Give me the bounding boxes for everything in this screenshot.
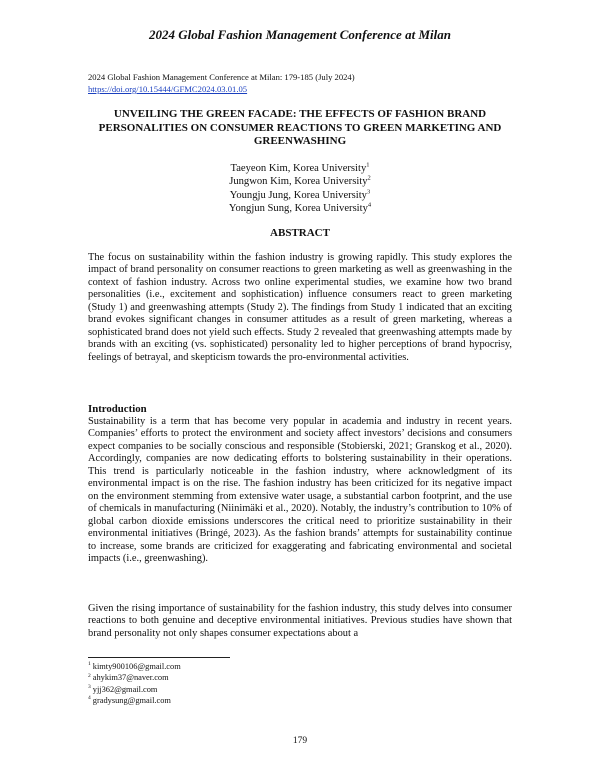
footnote-item: [88, 672, 181, 683]
author-name: Jungwon Kim, Korea University: [229, 176, 368, 188]
author-footnote-marker: 1: [366, 161, 370, 169]
paper-title: UNVEILING THE GREEN FACADE: THE EFFECTS OF FASHION BRAND PERSONALITIES ON CONSUMER REACTIONS TO GREEN MARKETING AND GREENWASHING: [98, 108, 502, 147]
introduction-heading: Introduction: [88, 403, 147, 415]
author-list: [0, 162, 600, 216]
introduction-paragraph-1: Sustainability is a term that has become very popular in academia and industry in recent years. Companies’ efforts to protect the environment and society affect investors’ decisions and consumers expect companies to be socially conscious and responsible (Stobierski, 2021; Granskog et al., 2020). Accordingly, companies are now dedicating efforts to bolstering sustainability in their operations. This trend is particularly noticeable in the fashion industry, where acknowledgment of its environmental impact is on the rise. The fashion industry has been criticized for its negative impact on the environment stemming from extensive water usage, a substantial carbon footprint, and the use of chemicals in manufacturing (Niinimäki et al., 2020). Notably, the industry’s contribution to 10% of global carbon dioxide emissions underscores the critical need to prioritize sustainability in their environmental initiatives (Bringé, 2023). As the fashion brands’ attempts for sustainability continue to increase, some brands are criticized for exaggerating and fabricating environmental and societal impacts (i.e., greenwashing).: [88, 416, 512, 564]
footnote-email: gradysung@gmail.com: [92, 696, 171, 706]
footnote-divider: [88, 657, 230, 658]
footnote-marker: 1: [88, 661, 91, 668]
introduction-paragraph-2: Given the rising importance of sustainability for the fashion industry, this study delves into consumer reactions to both genuine and deceptive environmental initiatives. Previous studies have shown that brand personality not only shapes consumer expectations about a: [88, 603, 512, 639]
author-footnote-marker: 4: [367, 201, 372, 209]
author-name: Taeyeon Kim, Korea University: [230, 163, 367, 174]
footnote-email: ahykim37@naver.com: [92, 673, 169, 683]
doi-link[interactable]: https://doi.org/10.15444/GFMC2024.03.01.05: [88, 84, 248, 94]
footnote-item: [88, 684, 181, 695]
page-number: 179: [292, 736, 308, 746]
footnote-email: kimty900106@gmail.com: [92, 662, 181, 671]
footnote-item: [88, 661, 181, 672]
author-footnote-marker: 2: [367, 174, 371, 182]
conference-header: 2024 Global Fashion Management Conference at Milan: [149, 27, 451, 42]
footnote-marker: 2: [88, 672, 91, 679]
author-footnote-marker: 3: [366, 188, 371, 196]
author-entry: [0, 189, 600, 202]
abstract-text: The focus on sustainability within the fashion industry is growing rapidly. This study explores the impact of brand personality on consumer reactions to green marketing as well as greenwashing in the context of fashion industry. Across two online experimental studies, we examine how two brand personalities (i.e., excitement and sophistication) influence consumers react to green marketing (Study 1) and greenwashing attempts (Study 2). The findings from Study 1 indicated that an exciting brand evokes significant changes in consumer attitudes as a result of green marketing, whereas a sophisticated brand does not yield such effects. Study 2 revealed that greenwashing attempts made by brands with an exciting (vs. sophisticated) personality led to higher perceptions of brand hypocrisy, feelings of betrayal, and skepticism towards the pro-environmental activities.: [88, 252, 512, 363]
footnotes: [88, 661, 181, 707]
footnote-marker: 4: [88, 695, 91, 702]
author-entry: [0, 175, 600, 188]
author-name: Youngju Jung, Korea University: [229, 189, 367, 201]
author-entry: [0, 202, 600, 215]
abstract-heading: ABSTRACT: [270, 227, 330, 239]
author-entry: [0, 162, 600, 175]
author-name: Yongjun Sung, Korea University: [228, 203, 368, 215]
footnote-item: [88, 695, 181, 706]
citation-line: 2024 Global Fashion Management Conference at Milan: 179-185 (July 2024): [88, 72, 355, 82]
footnote-marker: 3: [88, 684, 91, 691]
footnote-email: yjj362@gmail.com: [92, 684, 158, 694]
